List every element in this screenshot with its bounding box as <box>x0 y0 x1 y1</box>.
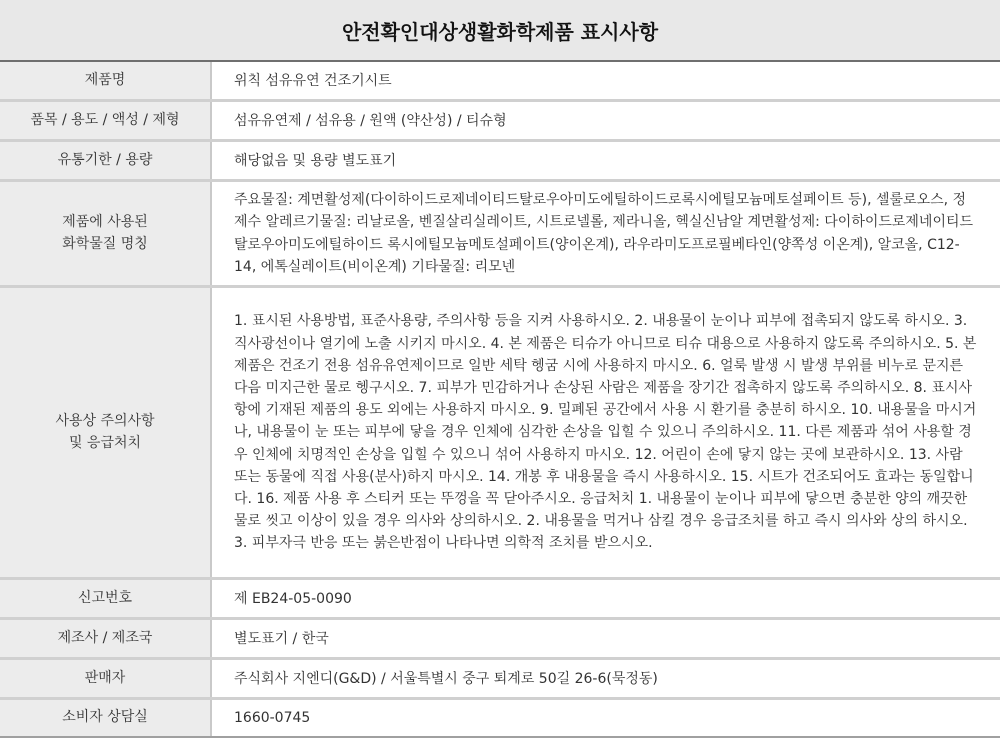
table-row-category <box>0 102 1000 142</box>
row-value: 제 EB24-05-0090 <box>234 590 352 607</box>
table-row-precautions <box>0 288 1000 580</box>
row-value: 위칙 섬유유연 건조기시트 <box>234 72 392 89</box>
row-label: 품목 / 용도 / 액성 / 제형 <box>0 102 212 139</box>
label-title: 안전확인대상생활화학제품 표시사항 <box>0 0 1000 62</box>
table-row-seller <box>0 660 1000 700</box>
row-label: 제품명 <box>0 62 212 99</box>
row-value: 주식회사 지엔디(G&D) / 서울특별시 중구 퇴계로 50길 26-6(묵정동) <box>234 670 658 687</box>
table-row-manufacturer <box>0 620 1000 660</box>
row-value: 1. 표시된 사용방법, 표준사용량, 주의사항 등을 지켜 사용하시오. 2. 내용물이 눈이나 피부에 접촉되지 않도록 하시오. 3. 직사광선이나 열기에 노출 시키지 마시오. 4. 본 제품은 티슈가 아니므로 티슈 대용으로 사용하지 않도록 주의하시오. 5. 본 제품은 건조기 전용 섬유유연제이므로 일반 세탁 헹굼 시에 사용하지 마시오. 6. 얼룩 발생 시 발생 부위를 비누로 문지른 다음 미지근한 물로 헹구시오. 7. 피부가 민감하거나 손상된 사람은 제품을 장기간 접촉하지 않도록 주의하시오. 8. 표시사항에 기재된 제품의 용도 외에는 사용하지 마시오. 9. 밀폐된 공간에서 사용 시 환기를 충분히 하시오. 10. 내용물을 마시거나, 내용물이 눈 또는 피부에 닿을 경우 인체에 심각한 손상을 입힐 수 있으니 주의하시오. 11. 다른 제품과 섞어 사용할 경우 인체에 치명적인 손상을 입힐 수 있으니 섞어 사용하지 마시오. 12. 어린이 손에 닿지 않는 곳에 보관하시오. 13. 사람 또는 동물에 직접 사용(분사)하지 마시오. 14. 개봉 후 내용물을 즉시 사용하시오. 15. 시트가 건조되어도 효과는 동일합니다. 16. 제품 사용 후 스티커 또는 뚜껑을 꼭 닫아주시오. 응급처치 1. 내용물이 눈이나 피부에 닿으면 충분한 양의 깨끗한 물로 씻고 이상이 있을 경우 의사와 상의하시오. 2. 내용물을 먹거나 삼킬 경우 응급조치를 하고 즉시 의사와 상의 하시오. 3. 피부자극 반응 또는 붉은반점이 나타나면 의학적 조치를 받으시오. <box>234 313 977 552</box>
table-row-report-number <box>0 580 1000 620</box>
table-row-customer-center <box>0 700 1000 738</box>
row-label: 소비자 상담실 <box>0 700 212 736</box>
row-value: 섬유유연제 / 섬유용 / 원액 (약산성) / 티슈형 <box>234 112 507 129</box>
table-row-expiry-volume <box>0 142 1000 182</box>
row-value: 1660-0745 <box>234 710 311 726</box>
table-row-product-name <box>0 62 1000 102</box>
row-label: 신고번호 <box>0 580 212 617</box>
row-label: 유통기한 / 용량 <box>0 142 212 179</box>
row-value: 별도표기 / 한국 <box>234 630 329 647</box>
row-label: 판매자 <box>0 660 212 697</box>
row-label: 사용상 주의사항 및 응급처치 <box>0 288 212 577</box>
row-value: 주요물질: 계면활성제(다이하이드로제네이티드탈로우아미도에틸하이드로록시에틸모늄메토설페이트 등), 셀룰로오스, 정제수 알레르기물질: 리날로올, 벤질살리실레이트, 시트로넬롤, 제라니올, 헥실신남알 계면활성제: 다이하이드로제네이티드탈로우아미도에틸하이드 록시에틸모늄메토설페이트(양이온계), 라우라미도프로필베타인(양쪽성 이온계), 알코올, C12-14, 에톡실레이트(비이온계) 기타물질: 리모넨 <box>234 192 974 275</box>
row-value: 해당없음 및 용량 별도표기 <box>234 152 397 169</box>
row-label: 제조사 / 제조국 <box>0 620 212 657</box>
row-label: 제품에 사용된 화학물질 명칭 <box>0 182 212 285</box>
info-table <box>0 62 1000 738</box>
table-row-chemicals <box>0 182 1000 288</box>
